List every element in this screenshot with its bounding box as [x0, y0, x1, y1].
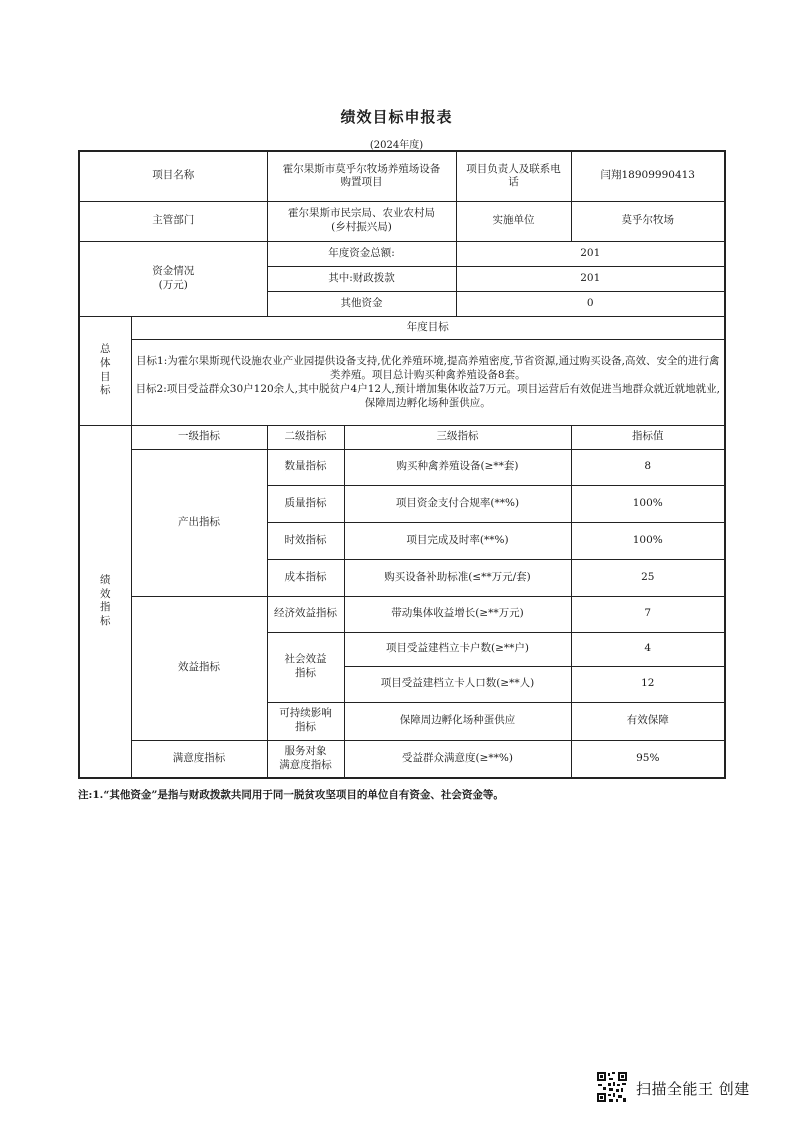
funds-label: 资金情况 (万元): [79, 241, 267, 316]
output-indicator-label: 产出指标: [131, 449, 267, 596]
project-name-value: 霍尔果斯市莫乎尔牧场养殖场设备 购置项目: [267, 151, 456, 201]
footnote: 注:1.“其他资金”是指与财政拨款共同用于同一脱贫攻坚项目的单位自有资金、社会资金等。: [78, 789, 504, 801]
project-name-label: 项目名称: [79, 151, 267, 201]
impl-value: 莫乎尔牧场: [571, 201, 725, 241]
contact-label: 项目负责人及联系电 话: [456, 151, 571, 201]
goal-2: 目标2:项目受益群众30户120余人,其中脱贫户4户12人,预计增加集体收益7万元。项目运营后有效促进当地群众就近就地就业,保障周边孵化场种蛋供应。: [135, 383, 720, 410]
cost-label: 成本指标: [267, 559, 344, 596]
satisfaction-value: 95%: [571, 740, 725, 778]
project-name-row: [79, 151, 725, 201]
quality-item: 项目资金支付合规率(**%): [344, 485, 571, 522]
social-item-1: 项目受益建档立卡户数(≥**户): [344, 632, 571, 666]
header-level3: 三级指标: [344, 425, 571, 449]
watermark-text: 扫描全能王 创建: [636, 1080, 750, 1098]
cost-value: 25: [571, 559, 725, 596]
social-label: 社会效益 指标: [267, 632, 344, 702]
goals-header: 年度目标: [131, 316, 725, 339]
dept-label: 主管部门: [79, 201, 267, 241]
social-value-1: 4: [571, 632, 725, 666]
timeliness-label: 时效指标: [267, 522, 344, 559]
goals-side-label: 总 体 目 标: [79, 316, 131, 425]
satisfaction-item: 受益群众满意度(≥**%): [344, 740, 571, 778]
cost-item: 购买设备补助标准(≤**万元/套): [344, 559, 571, 596]
header-level1: 一级指标: [131, 425, 267, 449]
year-subtitle: (2024年度): [369, 140, 424, 151]
dept-value: 霍尔果斯市民宗局、农业农村局 (乡村振兴局): [267, 201, 456, 241]
timeliness-value: 100%: [571, 522, 725, 559]
social-value-2: 12: [571, 666, 725, 702]
funds-other-value: 0: [456, 291, 725, 316]
quantity-item: 购买种禽养殖设备(≥**套): [344, 449, 571, 485]
qr-code-icon: [596, 1071, 628, 1103]
header-level2: 二级指标: [267, 425, 344, 449]
quality-label: 质量指标: [267, 485, 344, 522]
satisfaction-indicator-label: 满意度指标: [131, 740, 267, 778]
satisfaction-sub-label: 服务对象 满意度指标: [267, 740, 344, 778]
economic-item: 带动集体收益增长(≥**万元): [344, 596, 571, 632]
economic-label: 经济效益指标: [267, 596, 344, 632]
impl-label: 实施单位: [456, 201, 571, 241]
quantity-value: 8: [571, 449, 725, 485]
funds-total-label: 年度资金总额:: [267, 241, 456, 266]
timeliness-item: 项目完成及时率(**%): [344, 522, 571, 559]
indicators-side-label: 绩 效 指 标: [79, 425, 131, 778]
indicator-header-row: [79, 425, 725, 449]
contact-value: 闫翔18909990413: [571, 151, 725, 201]
goals-header-row: [79, 316, 725, 339]
sustain-item: 保障周边孵化场种蛋供应: [344, 702, 571, 740]
page-title: 绩效目标申报表: [340, 108, 453, 126]
quality-value: 100%: [571, 485, 725, 522]
funds-other-label: 其他资金: [267, 291, 456, 316]
funds-fiscal-value: 201: [456, 266, 725, 291]
goals-content: [131, 339, 725, 425]
funds-total-value: 201: [456, 241, 725, 266]
department-row: [79, 201, 725, 241]
economic-value: 7: [571, 596, 725, 632]
table-row: [79, 596, 725, 632]
funds-total-row: [79, 241, 725, 266]
goals-content-row: [79, 339, 725, 425]
table-row: [79, 449, 725, 485]
header-value: 指标值: [571, 425, 725, 449]
quantity-label: 数量指标: [267, 449, 344, 485]
benefit-indicator-label: 效益指标: [131, 596, 267, 740]
sustain-value: 有效保障: [571, 702, 725, 740]
performance-goal-table-main: [78, 150, 726, 779]
table-row: [79, 740, 725, 778]
goal-1: 目标1:为霍尔果斯现代设施农业产业园提供设备支持,优化养殖环境,提高养殖密度,节省资源,通过购买设备,高效、安全的进行禽类养殖。项目总计购买种禽养殖设备8套。: [136, 354, 720, 381]
sustain-label: 可持续影响 指标: [267, 702, 344, 740]
funds-fiscal-label: 其中:财政拨款: [267, 266, 456, 291]
social-item-2: 项目受益建档立卡人口数(≥**人): [344, 666, 571, 702]
